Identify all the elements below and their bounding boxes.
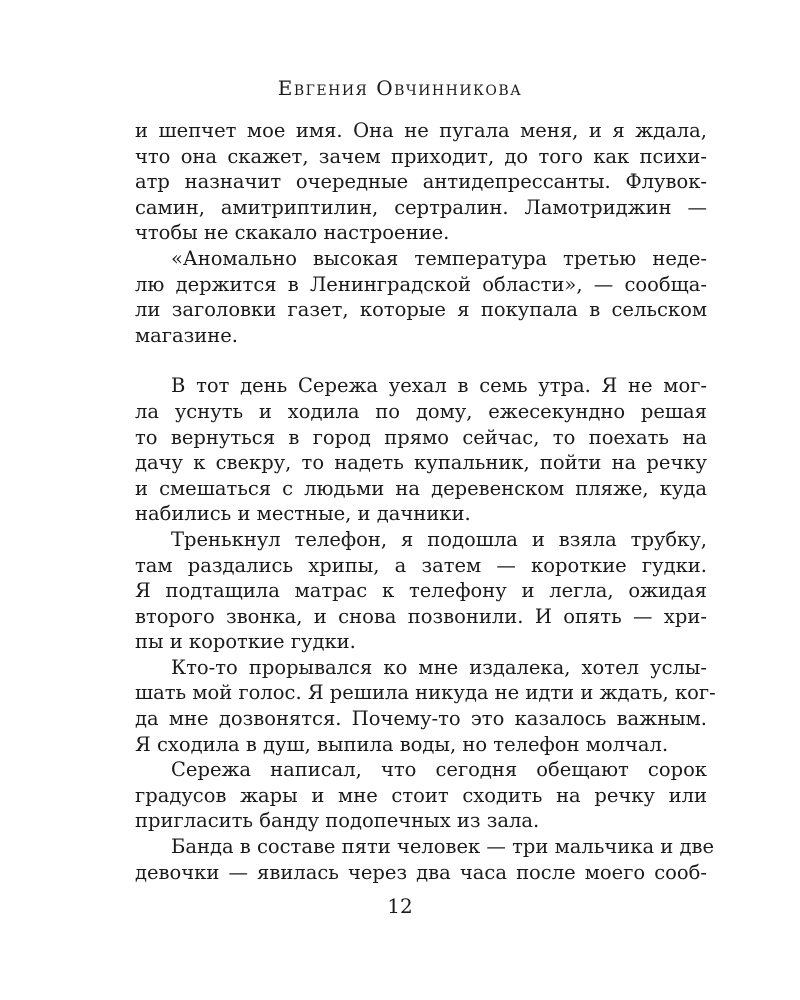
text-line: В тот день Сережа уехал в семь утра. Я не мог- <box>171 374 707 398</box>
text-line: чтобы не скакало настроение. <box>135 221 450 245</box>
text-line: и смешаться с людьми на деревенском пляже, куда <box>135 476 707 500</box>
paragraph <box>135 757 707 834</box>
text-line: магазине. <box>135 323 239 347</box>
text-line: самин, амитриптилин, сертралин. Ламотриджин — <box>135 195 707 219</box>
text-line: дачу к свекру, то надеть купальник, пойти на речку <box>135 451 707 475</box>
paragraph <box>135 834 715 885</box>
paragraph <box>135 527 707 655</box>
text-line: «Аномально высокая температура третью неде- <box>171 246 707 270</box>
running-head: Евгения Овчинникова <box>277 76 523 100</box>
text-line: ла уснуть и ходила по дому, ежесекундно решая <box>135 399 707 423</box>
paragraph <box>135 655 716 757</box>
text-line: градусов жары и мне стоит сходить на речку или <box>135 783 707 807</box>
text-line: девочки — явилась через два часа после моего сооб- <box>135 860 707 884</box>
text-line: и шепчет мое имя. Она не пугала меня, и я ждала, <box>135 119 707 142</box>
text-line: там раздались хрипы, а затем — короткие гудки. <box>135 553 707 577</box>
text-line: второго звонка, и снова позвонили. И опять — хри- <box>135 604 707 628</box>
text-line: ли заголовки газет, которые я покупала в сельском <box>135 298 707 322</box>
text-line: Кто-то прорывался ко мне издалека, хотел услы- <box>171 655 707 679</box>
paragraph <box>135 373 707 527</box>
text-line: да мне дозвонятся. Почему-то это казалось важным. <box>135 707 707 731</box>
text-line: атр назначит очередные антидепрессанты. Флувок- <box>135 170 707 194</box>
text-line: Я сходила в душ, выпила воды, но телефон молчал. <box>135 732 669 756</box>
paragraph <box>135 246 707 348</box>
text-line: Сережа написал, что сегодня обещают сорок <box>171 758 707 782</box>
page-number: 12 <box>387 894 413 918</box>
text-line: пы и короткие гудки. <box>135 630 356 654</box>
text-line: пригласить банду подопечных из зала. <box>135 809 540 833</box>
text-line: Тренькнул телефон, я подошла и взяла трубку, <box>171 527 707 551</box>
text-line: набились и местные, и дачники. <box>135 502 471 526</box>
text-line: шать мой голос. Я решила никуда не идти и ждать, ког- <box>135 681 716 705</box>
text-line: лю держится в Ленинградской области», — сообща- <box>135 272 707 296</box>
text-line: что она скажет, зачем приходит, до того как психи- <box>135 144 707 168</box>
text-line: Я подтащила матрас к телефону и легла, ожидая <box>135 579 707 603</box>
paragraph <box>135 118 707 246</box>
text-line: Банда в составе пяти человек — три мальчика и две <box>171 835 715 859</box>
body-text <box>135 118 716 885</box>
text-line: то вернуться в город прямо сейчас, то поехать на <box>135 425 707 449</box>
